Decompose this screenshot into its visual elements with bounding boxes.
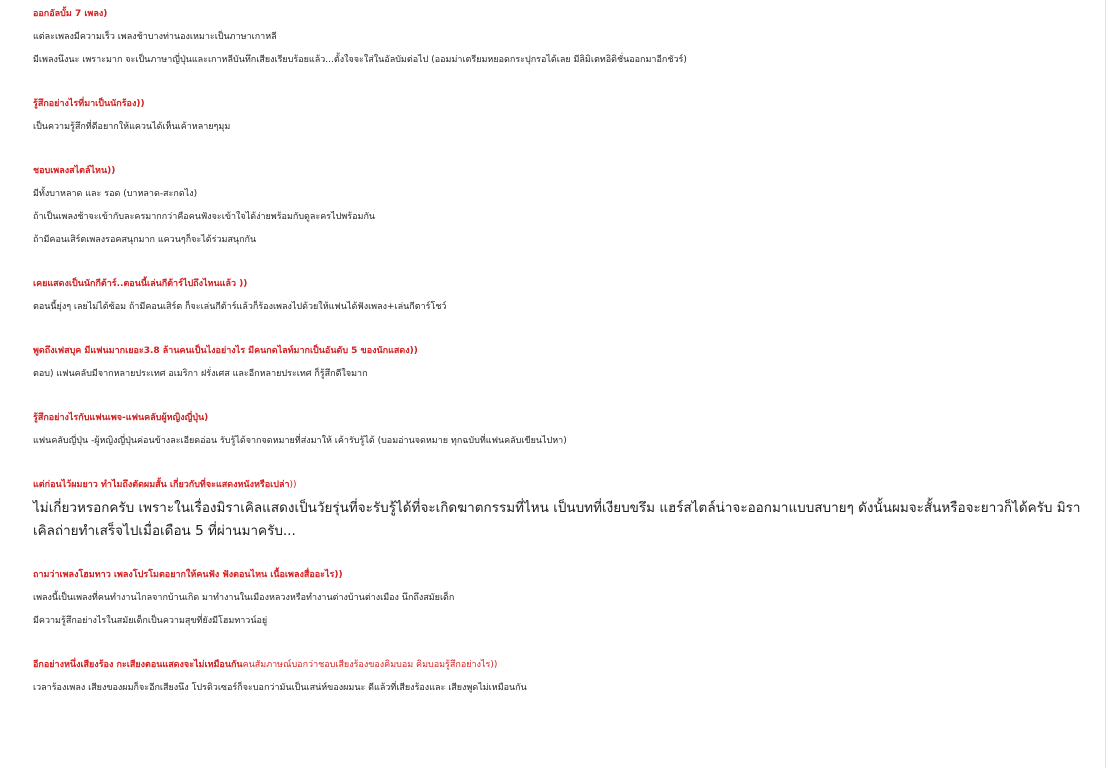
answer-line: ตอนนี้ยุ่งๆ เลยไม่ได้ซ้อม ถ้ามีคอนเสิร์ต ก็จะเล่นกีต้าร์แล้วก็ร้องเพลงไปด้วยให้แฟนได้ฟังเพลง+เล่นกีตาร์โชว์: [33, 302, 447, 312]
answer-line: มีทั้งบาหลาด และ รอด (บาหลาด-สะกดไง): [33, 189, 198, 199]
qa-section-guitar: [33, 273, 1101, 319]
question-heading: พูดถึงเฟสบุค มีแฟนมากเยอะ3.8 ล้านคนเป็นไงอย่างไร มีคนกดไลท์มากเป็นอันดับ 5 ของนักแสดง)): [33, 346, 418, 356]
question-heading: ถามว่าเพลงโฮมทาว เพลงโปรโมตอยากให้คนฟัง ฟังตอนไหน เนื้อเพลงสื่ออะไร)): [33, 570, 343, 580]
question-heading: [33, 474, 1101, 497]
question-heading: เคยแสดงเป็นนักกีต้าร์..ตอนนี้เล่นกีต้าร์ไปถึงไหนแล้ว )): [33, 279, 248, 289]
question-heading: ชอบเพลงสไตล์ไหน)): [33, 166, 116, 176]
question-heading: รู้สึกอย่างไรที่มาเป็นนักร้อง)): [33, 99, 145, 109]
qa-section-music-style: [33, 160, 1101, 252]
answer-line: ถ้ามีคอนเสิร์ตเพลงรอคสนุกมาก แควนๆก็จะได้ร่วมสนุกกัน: [33, 235, 257, 245]
page-right-border: [1105, 0, 1106, 768]
interview-article: [33, 3, 1101, 721]
qa-section-facebook: [33, 340, 1101, 386]
qa-section-singer-feeling: [33, 93, 1101, 139]
answer-line: ถ้าเป็นเพลงช้าจะเข้ากับละครมากกว่าคือคนฟังจะเข้าใจได้ง่ายพร้อมกับดูละครไปพร้อมกัน: [33, 212, 376, 222]
qa-section-album: [33, 3, 1101, 72]
qa-section-haircut: [33, 474, 1101, 543]
answer-line: มีเพลงนึงนะ เพราะมาก จะเป็นภาษาญี่ปุ่นและเกาหลีบันทึกเสียงเรียบร้อยแล้ว...ตั้งใจจะใส่ในอัลบัมต่อไป (ออมม่าเตรียมหยอดกระปุกรอได้เลย มีลิมิเตทอิดิชั่นออกมาอีกชัวร์): [33, 55, 687, 65]
question-heading: รู้สึกอย่างไรกับแฟนเพจ-แฟนคลับผู้หญิงญี่ปุ่น): [33, 413, 209, 423]
question-suffix: คนสัมภาษณ์บอกว่าชอบเสียงร้องของคิมบอม คิมบอมรู้สึกอย่างไร)): [242, 660, 498, 670]
answer-line: ตอบ) แฟนคลับมีจากหลายประเทศ อเมริกา ฝรั่งเศส และอีกหลายประเทศ ก็รู้สึกดีใจมาก: [33, 369, 368, 379]
answer-line: เพลงนี้เป็นเพลงที่คนทำงานไกลจากบ้านเกิด มาทำงานในเมืองหลวงหรือทำงานต่างบ้านต่างเมือง นึกถึงสมัยเด็ก: [33, 593, 455, 603]
answer-line: แฟนคลับญี่ปุ่น -ผู้หญิงญี่ปุ่นค่อนข้างละเอียดอ่อน รับรู้ได้จากจดหมายที่ส่งมาให้ เค้ารับรู้ได้ (บอมอ่านจดหมาย ทุกฉบับที่แฟนคลับเขียนไปหา): [33, 436, 567, 446]
answer-paragraph: ไม่เกี่ยวหรอกครับ เพราะในเรื่องมิราเคิลแสดงเป็นวัยรุ่นที่จะรับรู้ได้ที่จะเกิดฆาตกรรมที่ไหน เป็นบทที่เงียบขรึม แฮร์สไตล์น่าจะออกมาแบบสบายๆ ดังนั้นผมจะสั้นหรือจะยาวก็ได้ครับ มิราเคิลถ่ายทำเสร็จไปเมื่อเดือน 5 ที่ผ่านมาครับ...: [33, 500, 1081, 539]
answer-line: เป็นความรู้สึกที่ดีอยากให้แควนได้เห็นเค้าหลายๆมุม: [33, 122, 231, 132]
question-suffix: )): [289, 480, 297, 490]
qa-section-voice: [33, 654, 1101, 700]
question-heading: [33, 654, 1101, 677]
answer-line: มีความรู้สึกอย่างไรในสมัยเด็กเป็นความสุขที่ยังมีโฮมทาวน์อยู่: [33, 616, 268, 626]
answer-line: เวลาร้องเพลง เสียงของผมก็จะอีกเสียงนึง โปรดิวเซอร์ก็จะบอกว่ามันเป็นเสน่ห์ของผมนะ ดีแล้วที่เสียงร้องและ เสียงพูดไม่เหมือนกัน: [33, 683, 527, 693]
answer-line: แต่ละเพลงมีความเร็ว เพลงช้าบางท่านองเหมาะเป็นภาษาเกาหลี: [33, 32, 277, 42]
qa-section-japanese-fans: [33, 407, 1101, 453]
question-text: อีกอย่างหนึ่งเสียงร้อง กะเสียงตอนแสดงจะไม่เหมือนกัน: [33, 660, 243, 670]
question-heading: ออกอัลบั้ม 7 เพลง): [33, 9, 108, 19]
qa-section-hometown: [33, 564, 1101, 633]
question-text: แต่ก่อนไว้ผมยาว ทำไมถึงตัดผมสั้น เกี่ยวกับที่จะแสดงหนังหรือเปล่า: [33, 480, 290, 490]
